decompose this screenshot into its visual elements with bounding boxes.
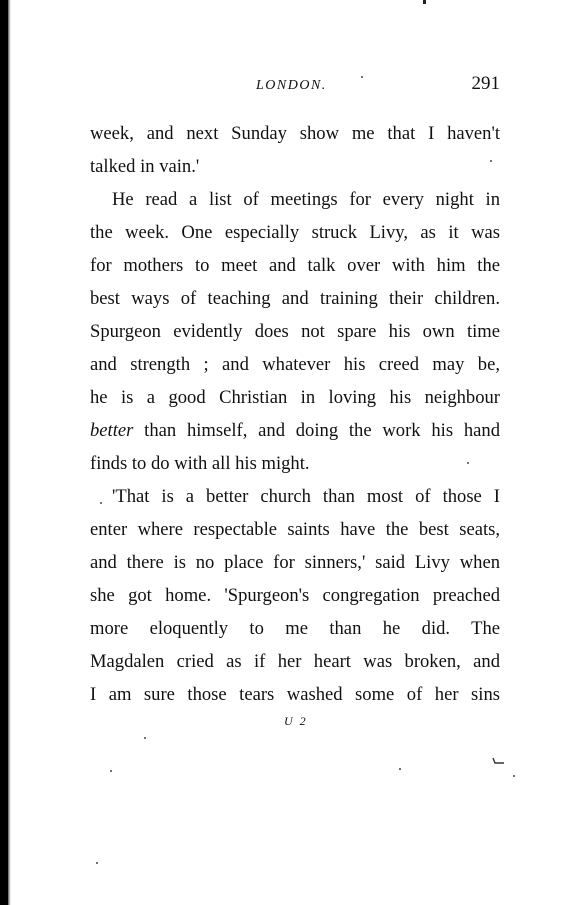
print-speck [513, 775, 515, 777]
print-speck [423, 0, 426, 4]
print-speck [144, 737, 146, 739]
page-binding-shadow [8, 0, 11, 905]
emphasis-word: better [90, 420, 134, 441]
print-speck [96, 862, 98, 864]
print-smudge [492, 757, 506, 765]
page-number: 291 [471, 73, 500, 94]
text-line-with-emphasis [90, 414, 500, 447]
print-speck [467, 462, 469, 464]
text-line: more eloquently to me than he did. The [90, 618, 500, 639]
text-line: Magdalen cried as if her heart was broken, and [90, 651, 500, 672]
page-body [90, 117, 500, 711]
text-line: he is a good Christian in loving his neighbour [90, 387, 500, 408]
text-line: best ways of teaching and training their children. [90, 288, 500, 309]
text-line: week, and next Sunday show me that I haven't [90, 123, 500, 144]
text-line: He read a list of meetings for every night in [112, 189, 500, 210]
print-speck [100, 502, 102, 504]
text-line: talked in vain.' [90, 156, 200, 177]
text-line: 'That is a better church than most of those I [112, 486, 500, 507]
text-line: finds to do with all his might. [90, 453, 310, 474]
text-line: I am sure those tears washed some of her sins [90, 684, 500, 705]
signature-mark: U 2 [284, 714, 308, 728]
text-line: the week. One especially struck Livy, as it was [90, 222, 500, 243]
page-header [90, 70, 500, 100]
text-line: and there is no place for sinners,' said Livy when [90, 552, 500, 573]
text-line: Spurgeon evidently does not spare his own time [90, 321, 500, 342]
text-line: enter where respectable saints have the best seats, [90, 519, 500, 540]
print-speck [361, 76, 363, 78]
print-speck [490, 160, 492, 162]
text-line-rest: than himself, and doing the work his hand [144, 420, 500, 441]
text-line: for mothers to meet and talk over with him the [90, 255, 500, 276]
text-line: she got home. 'Spurgeon's congregation preached [90, 585, 500, 606]
page-binding-edge [0, 0, 8, 905]
print-speck [399, 768, 401, 770]
print-speck [110, 770, 112, 772]
running-title: LONDON. [256, 78, 327, 93]
text-line: and strength ; and whatever his creed may be, [90, 354, 500, 375]
